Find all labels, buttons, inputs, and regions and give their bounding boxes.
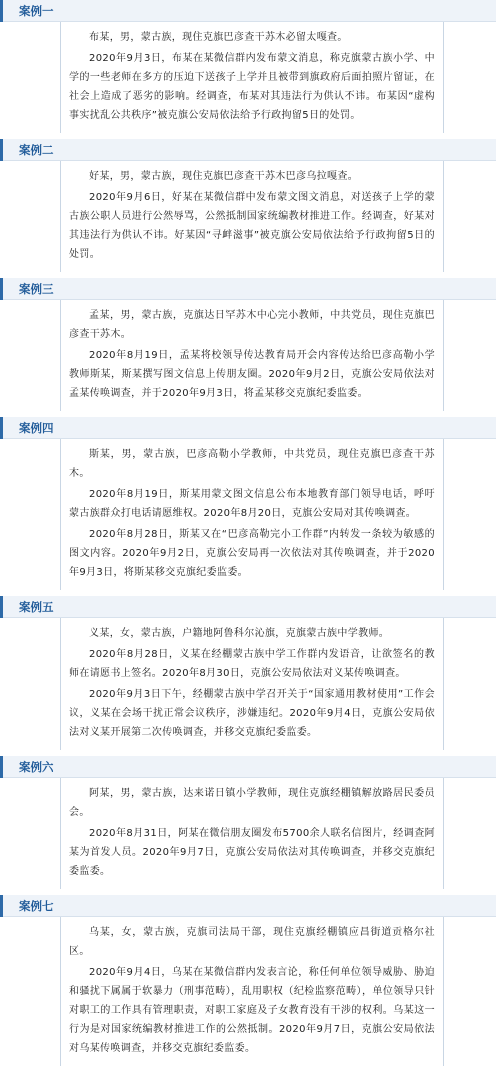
case-title: 案例七 — [19, 899, 54, 913]
case-paragraph: 斯某，男，蒙古族，巴彦高勒小学教师，中共党员，现住克旗巴彦查干苏木。 — [69, 449, 435, 479]
case-title: 案例一 — [19, 4, 54, 18]
case-paragraph: 义某，女，蒙古族，户籍地阿鲁科尔沁旗，克旗蒙古族中学教师。 — [89, 628, 390, 639]
case-body-7 — [60, 917, 444, 1066]
case-title: 案例二 — [19, 143, 54, 157]
case-body-4 — [60, 439, 444, 590]
case-paragraph: 2020年8月31日，阿某在微信朋友圈发布5700余人联名信图片，经调查阿某为首发人员。2020年9月7日，克旗公安局依法对其传唤调查，并移交克旗纪委监委。 — [69, 828, 435, 877]
case-paragraph: 2020年9月3日，布某在某微信群内发布蒙文消息，称克旗蒙古族小学、中学的一些老师在多方的压迫下送孩子上学并且被带到旗政府后面拍照片留证，在社会上造成了恶劣的影响。经调查，布某对其违法行为供认不讳。布某因“虚构事实扰乱公共秩序”被克旗公安局依法给予行政拘留5日的处罚。 — [69, 53, 435, 121]
case-paragraph: 2020年8月19日，孟某将校领导传达教育局开会内容传达给巴彦高勒小学教师斯某，斯某撰写图文信息上传朋友圈。2020年9月2日，克旗公安局依法对孟某传唤调查，并于2020年9月3日，将孟某移交克旗纪委监委。 — [69, 350, 435, 399]
case-header-4 — [0, 417, 496, 439]
case-paragraph: 孟某，男，蒙古族，克旗达日罕苏木中心完小教师，中共党员，现住克旗巴彦查干苏木。 — [69, 310, 435, 340]
case-header-3 — [0, 278, 496, 300]
case-body-5 — [60, 618, 444, 750]
case-paragraph: 2020年8月28日，义某在经棚蒙古族中学工作群内发语音，让欲签名的教师在请愿书上签名。2020年8月30日，克旗公安局依法对义某传唤调查。 — [69, 649, 435, 679]
case-body-6 — [60, 778, 444, 889]
case-header-1 — [0, 0, 496, 22]
case-title: 案例三 — [19, 282, 54, 296]
case-title: 案例六 — [19, 760, 54, 774]
case-header-2 — [0, 139, 496, 161]
case-paragraph: 布某，男，蒙古族，现住克旗巴彦查干苏木必留太嘎查。 — [89, 32, 348, 43]
case-header-7 — [0, 895, 496, 917]
case-paragraph: 2020年8月28日，斯某又在“巴彦高勒完小工作群”内转发一条较为敏感的图文内容。2020年9月2日，克旗公安局再一次依法对其传唤调查，并于2020年9月3日，将斯某移交克旗纪委监委。 — [69, 529, 435, 578]
case-paragraph: 乌某，女，蒙古族，克旗司法局干部，现住克旗经棚镇应昌街道贡格尔社区。 — [69, 927, 435, 957]
case-paragraph: 2020年8月19日，斯某用蒙文图文信息公布本地教育部门领导电话，呼吁蒙古族群众打电话请愿维权。2020年8月20日，克旗公安局对其传唤调查。 — [69, 489, 435, 519]
case-paragraph: 好某，男，蒙古族，现住克旗巴彦查干苏木巴彦乌拉嘎查。 — [89, 171, 359, 182]
case-paragraph: 2020年9月6日，好某在某微信群中发布蒙文图文消息，对送孩子上学的蒙古族公职人员进行公然辱骂，公然抵制国家统编教材推进工作。经调查，好某对其违法行为供认不讳。好某因“寻衅滋事”被克旗公安局依法给予行政拘留5日的处罚。 — [69, 192, 435, 260]
case-paragraph: 阿某，男，蒙古族，达来诺日镇小学教师，现住克旗经棚镇解放路居民委员会。 — [69, 788, 435, 818]
case-header-5 — [0, 596, 496, 618]
case-paragraph: 2020年9月4日，乌某在某微信群内发表言论，称任何单位领导威胁、胁迫和骚扰下属属于软暴力（刑事范畴），乱用职权（纪检监察范畴），单位领导只针对职工的工作具有管理职责，对职工家庭及子女教育没有干涉的权利。乌某这一行为是对国家统编教材推进工作的公然抵制。2020年9月7日，克旗公安局依法对乌某传唤调查，并移交克旗纪委监委。 — [69, 967, 435, 1054]
case-title: 案例四 — [19, 421, 54, 435]
case-body-3 — [60, 300, 444, 411]
case-body-2 — [60, 161, 444, 272]
case-header-6 — [0, 756, 496, 778]
case-body-1 — [60, 22, 444, 133]
case-paragraph: 2020年9月3日下午，经棚蒙古族中学召开关于“国家通用教材使用”工作会议，义某在会场干扰正常会议秩序，涉嫌违纪。2020年9月4日，克旗公安局依法对义某开展第二次传唤调查，并移交克旗纪委监委。 — [69, 689, 435, 738]
case-title: 案例五 — [19, 600, 54, 614]
